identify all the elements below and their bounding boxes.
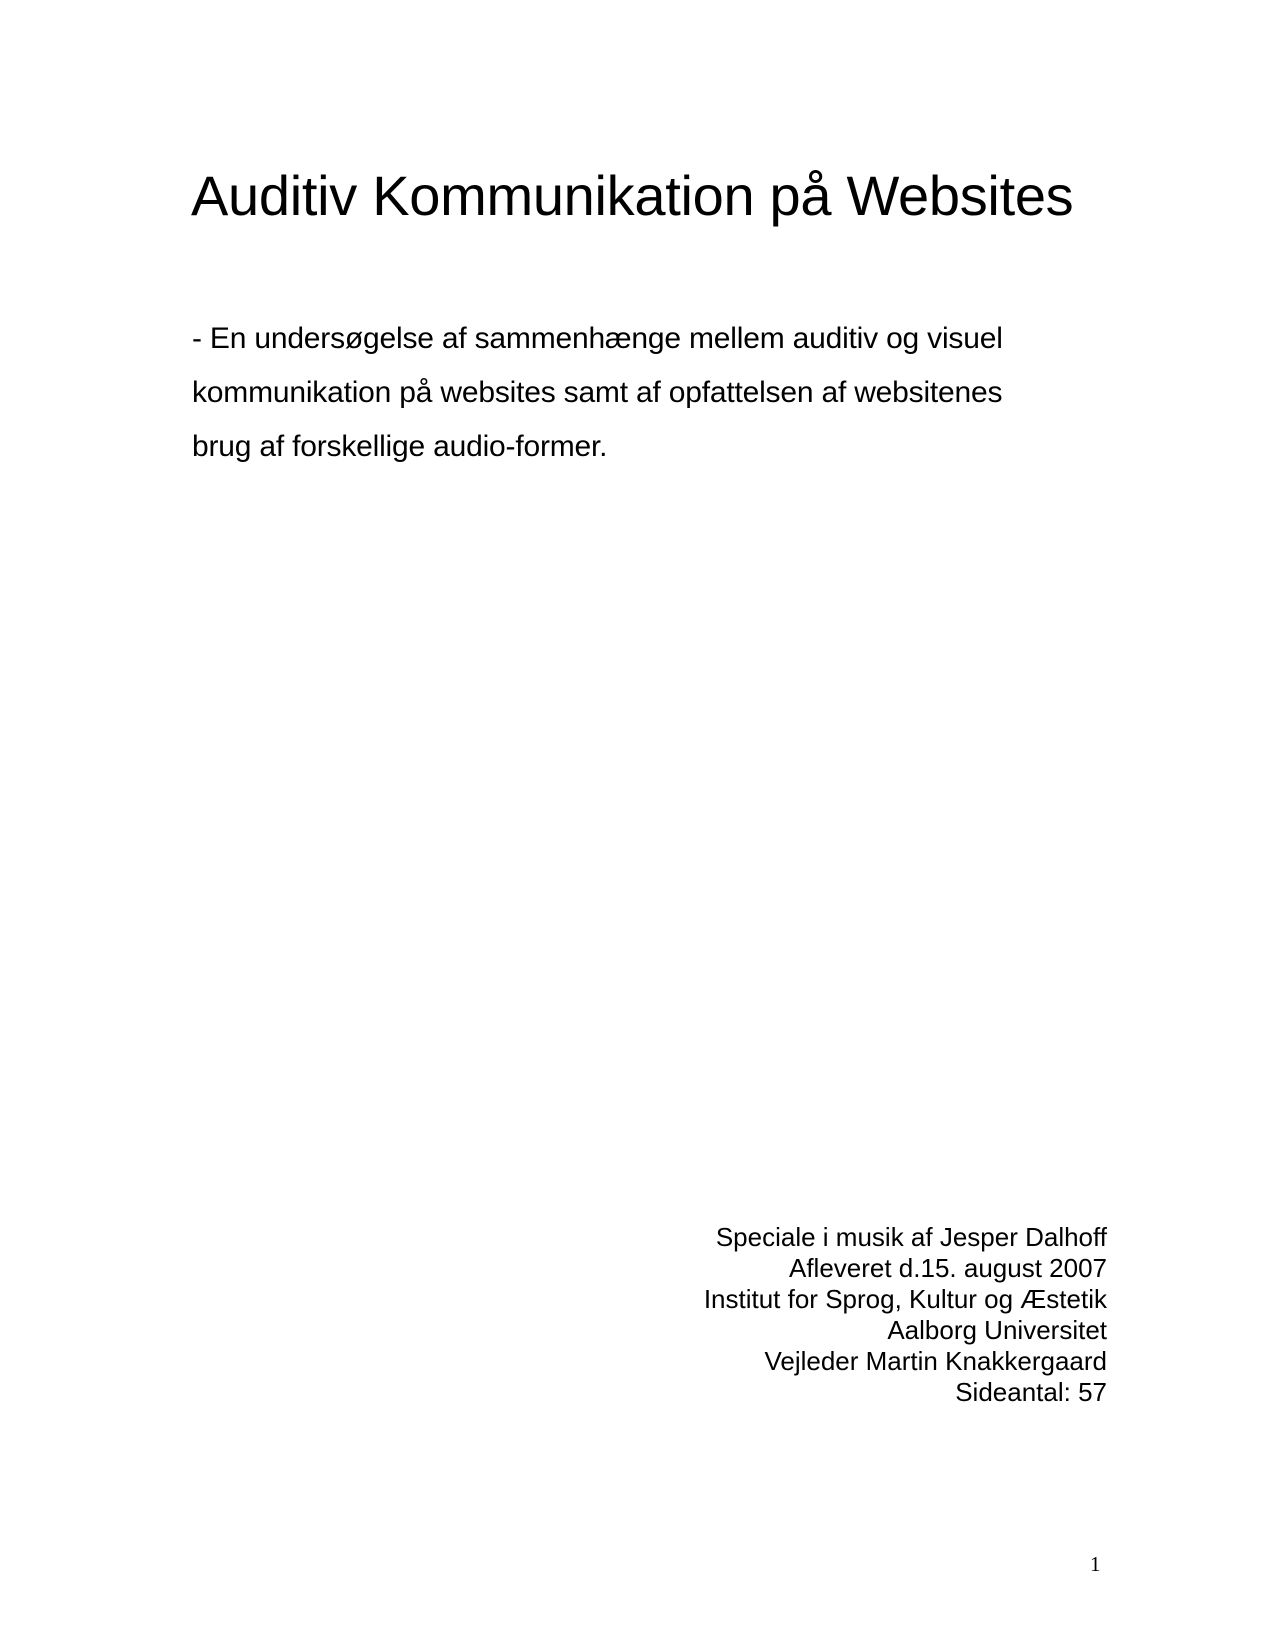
colophon-university: Aalborg Universitet	[887, 1315, 1107, 1345]
colophon-supervisor: Vejleder Martin Knakkergaard	[764, 1346, 1107, 1376]
subtitle-line: brug af forskellige audio-former.	[192, 430, 608, 463]
page-number: 1	[1090, 1552, 1101, 1576]
subtitle-line: - En undersøgelse af sammenhænge mellem auditiv og visuel	[192, 322, 1003, 355]
document-title: Auditiv Kommunikation på Websites	[191, 164, 1074, 227]
subtitle-line: kommunikation på websites samt af opfattelsen af websitenes	[192, 376, 1003, 409]
colophon-institute: Institut for Sprog, Kultur og Æstetik	[703, 1284, 1107, 1314]
colophon-author: Speciale i musik af Jesper Dalhoff	[715, 1222, 1107, 1252]
colophon	[704, 1222, 1107, 1408]
document-subtitle	[192, 312, 1003, 474]
colophon-submission-date: Afleveret d.15. august 2007	[788, 1253, 1107, 1283]
colophon-page-count: Sideantal: 57	[955, 1377, 1107, 1407]
